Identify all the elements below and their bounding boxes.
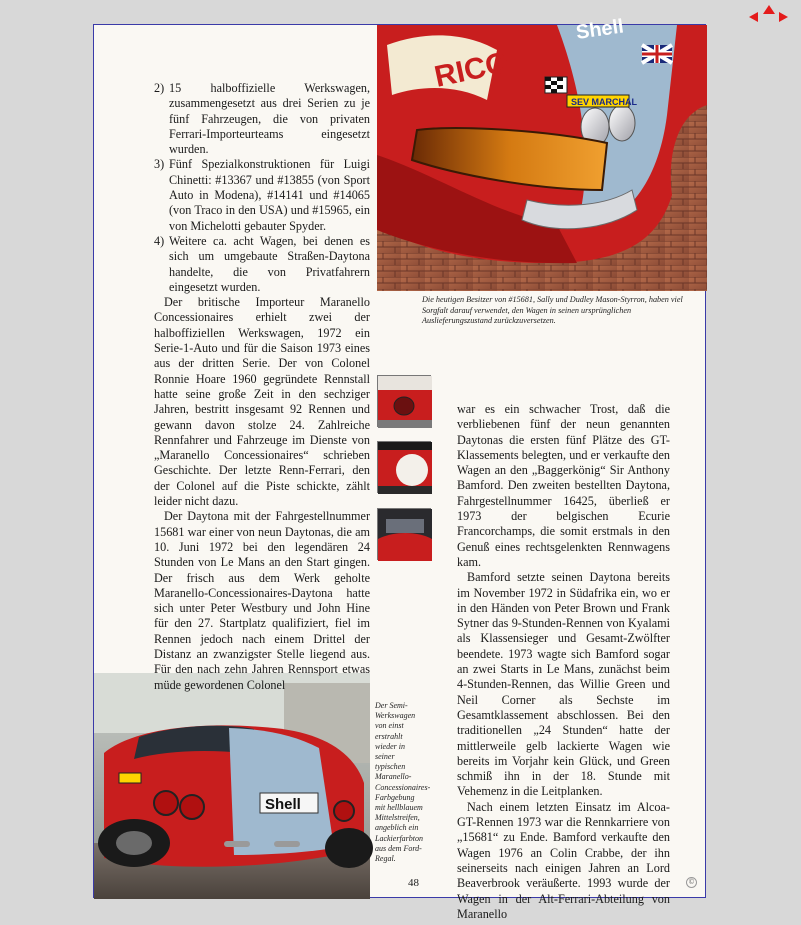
badge-text: SEV MARCHAL [571, 97, 638, 107]
body-paragraph: Der britische Importeur Maranello Concessionaires erhielt zwei der halboffiziellen Werkswagen, 1972 ein Serie-1-Auto und für die Saison 1973 eines aus der dritten Serie. Der von Colonel Ronnie Hoare 1960 gegründete Rennstall hatte seine große Zeit in den sechziger Jahren, bestritt insgesamt 92 Rennen und gewann davon stolze 24. Zahlreiche Rennfahrer und Fahrzeuge im Dienste von „Maranello Concessionaires“ schrieben Geschichte. Der letzte Renn-Ferrari, den der Colonel auf die Piste schickte, zählt leider nicht dazu. [154, 295, 370, 509]
page-number: 48 [408, 877, 419, 889]
hood-sponsor-text: Shell [574, 15, 626, 44]
next-page-arrow-icon[interactable] [779, 12, 788, 22]
thumbnail-cockpit [377, 508, 431, 560]
body-paragraph: war es ein schwacher Trost, daß die verbliebenen fünf der neun genannten Daytonas die ersten fünf Plätze des GT-Klassements belegten, und er verkaufte den Wagen an den „Baggerkönig“ Sir Anthony Bamford. Den zweiten bestellten Daytona, Fahrgestellnummer 16425, überließ er 1973 der belgischen Ecurie Francorchamps, die somit erstmals in den Genuß eines rechtsgelenkten Rennwagens kam. [457, 402, 670, 569]
copyright-mark-icon: © [688, 878, 695, 886]
page-navigation [749, 4, 793, 26]
rear-sponsor-text: Shell [265, 796, 301, 813]
list-item [154, 157, 370, 233]
magazine-page [93, 15, 706, 921]
list-item-text: Weitere ca. acht Wagen, bei denen es sich um umgebaute Straßen-Daytona handelte, die von Privatfahrern eingesetzt wurden. [169, 233, 370, 294]
text-column-left [154, 81, 370, 693]
thumbnail-side-roundel [377, 441, 431, 493]
list-item [154, 81, 370, 157]
photo-caption-side: Der Semi-Werkswagen von einst erstrahlt wieder in seiner typischen Maranello-Concessionaires-Farbgebung mit hellblauem Mittelstreifen, angeblich ein Lackierfarbton aus dem Ford-Regal. [375, 701, 431, 864]
hood-decal-text: RICO [431, 45, 512, 94]
previous-page-arrow-icon[interactable] [749, 12, 758, 22]
body-paragraph: Nach einem letzten Einsatz im Alcoa-GT-Rennen 1973 war die Rennkarriere von „15681“ zu Ende. Bamford verkaufte den Wagen 1976 an Colin Crabbe, der ihn seinerseits nach einigen Jahren an Lord Beaverbrook veräußerte. 1993 wurde der Wagen in der Alt-Ferrari-Abteilung von Maranello [457, 799, 670, 921]
car-front-photo [377, 15, 707, 291]
list-item-text: 15 halboffizielle Werkswagen, zusammengesetzt aus drei Serien zu je fünf Fahrzeugen, die von privaten Ferrari-Importeurteams eingesetzt wurden. [169, 81, 370, 157]
list-item [154, 233, 370, 295]
up-arrow-icon[interactable] [763, 5, 775, 14]
text-column-right [457, 402, 670, 922]
list-item-number: 4) [154, 233, 165, 248]
body-paragraph: Der Daytona mit der Fahrgestellnummer 15681 war einer von neun Daytonas, die am 10. Juni 1972 bei den legendären 24 Stunden von Le Mans an den Start gingen. Der frisch aus dem Werk geholte Maranello-Concessionaires-Daytona hatte sich unter Peter Westbury und John Hine für den 27. Startplatz qualifiziert, fiel im Rennen jedoch nach einem Drittel der Distanz an zwanzigster Stelle liegend aus. Für den nach zehn Jahren Rennsport etwas müde gewordenen Colonel [154, 509, 370, 692]
list-item-number: 2) [154, 81, 165, 95]
list-item-number: 3) [154, 157, 165, 172]
car-rear-illustration [94, 673, 370, 899]
variant-list [154, 81, 370, 295]
car-rear-photo [94, 673, 370, 899]
car-front-illustration [377, 15, 707, 291]
photo-caption-top: Die heutigen Besitzer von #15681, Sally und Dudley Mason-Styrron, haben viel Sorgfalt darauf verwendet, den Wagen in seinen ursprünglichen Auslieferungszustand zurückzuversetzen. [422, 295, 683, 325]
thumbnail-rear-light [377, 375, 431, 427]
body-paragraph: Bamford setzte seinen Daytona bereits im November 1972 in Südafrika ein, wo er in den Händen von Peter Brown und Frank Sytner das 9-Stunden-Rennen von Kyalami als Klassensieger und Gesamt-Zwölfter beendete. 1973 wagte sich Bamford sogar an zwei Starts in Le Mans, zunächst beim 4-Stunden-Rennen, das Willie Green und Neil Corner als Sechste im Gesamtklassement abschlossen. Bei den traditionellen „24 Stunden“ hatte der mittlerweile gelb lackierte Wagen wie bereits im Vorjahr kein Glück, und Green schmiß ihn in der 18. Stunde mit Vehemenz in die Leitplanken. [457, 570, 670, 799]
list-item-text: Fünf Spezialkonstruktionen für Luigi Chinetti: #13367 und #13855 (von Sport Auto in Modena), #14141 und #14065 (von Traco in den USA) und #15965, ein von Michelotti gebauter Spyder. [169, 157, 370, 233]
